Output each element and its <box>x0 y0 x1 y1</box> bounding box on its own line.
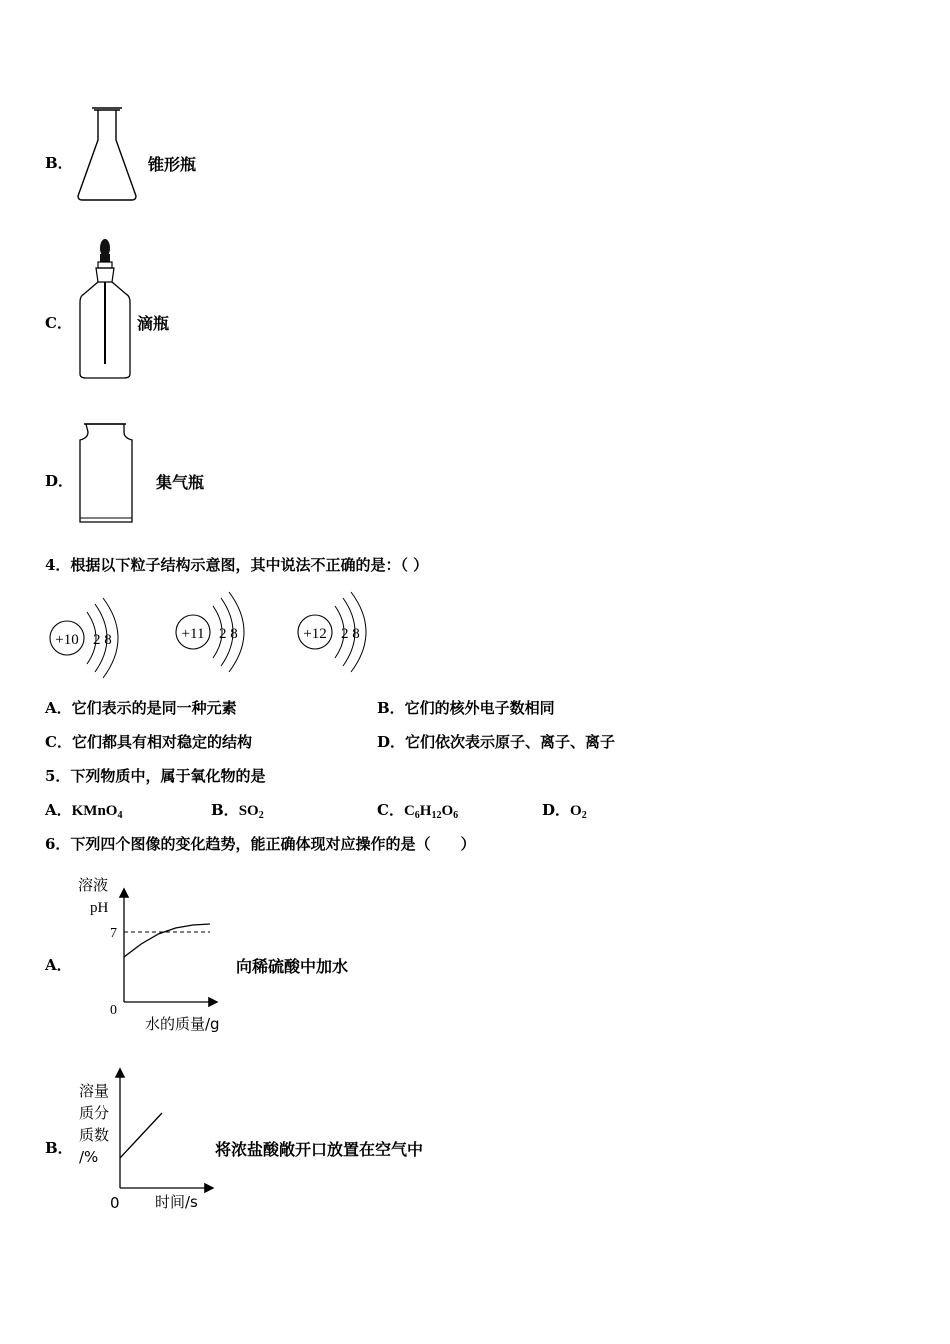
q5-option-c-letter: C． <box>377 801 404 819</box>
graph-a-ylabel-2: pH <box>90 900 109 916</box>
option-d-name: 集气瓶 <box>156 473 205 492</box>
q6-option-a-caption: 向稀硫酸中加水 <box>236 957 349 976</box>
particle-3-shells: 2 8 <box>341 626 360 642</box>
particle-sodium <box>176 592 244 672</box>
conical-flask-drawing <box>74 106 140 204</box>
q5-option-b-formula: $SO_2$ <box>238 803 264 821</box>
q6-option-b-letter[interactable]: B． <box>45 1139 73 1157</box>
particle-diagrams <box>45 590 375 682</box>
q5-option-d-formula: $O_2$ <box>570 803 587 821</box>
graph-a-curve <box>124 924 210 957</box>
graph-a <box>70 872 240 1032</box>
graph-a-ylabel-1: 溶液 <box>78 878 109 894</box>
q6-option-b-caption: 将浓盐酸敞开口放置在空气中 <box>215 1140 424 1159</box>
particle-1-nucleus: +10 <box>55 632 79 648</box>
q5-option-a[interactable] <box>45 799 122 821</box>
q5-option-c-formula: $C_6H_{12}O_6$ <box>403 803 459 821</box>
q5-option-a-formula: KMnO$_4$ <box>71 803 123 821</box>
graph-b-xlabel: 时间/s <box>155 1193 198 1211</box>
option-b-name: 锥形瓶 <box>148 155 197 174</box>
q4-option-b[interactable]: B．它们的核外电子数相同 <box>377 699 555 717</box>
q5-option-b[interactable] <box>211 799 264 821</box>
graph-b-ylabel-2: 质分 <box>79 1104 110 1122</box>
graph-a-tick-7: 7 <box>110 926 117 941</box>
graph-b <box>104 1066 224 1196</box>
q6-option-a-letter[interactable]: A． <box>45 956 72 974</box>
option-c-letter: C． <box>45 314 72 332</box>
graph-b-origin: 0 <box>110 1194 120 1212</box>
q5-stem: 5．下列物质中，属于氧化物的是 <box>45 767 266 785</box>
particle-magnesium <box>298 592 366 672</box>
q4-stem: 4．根据以下粒子结构示意图，其中说法不正确的是：（ ） <box>45 556 429 574</box>
q4-option-a[interactable]: A．它们表示的是同一种元素 <box>45 699 237 717</box>
gas-jar-drawing <box>76 420 136 526</box>
particle-2-nucleus: +11 <box>181 626 205 642</box>
q5-option-b-letter: B． <box>211 801 239 819</box>
particle-neon <box>50 598 118 678</box>
graph-b-ylabel-3: 质数 <box>79 1126 110 1144</box>
graph-a-xlabel: 水的质量/g <box>145 1015 220 1033</box>
graph-b-ylabel-1: 溶量 <box>79 1082 110 1100</box>
particle-1-shells: 2 8 <box>93 632 112 648</box>
q5-option-c[interactable] <box>377 799 458 821</box>
dropper-bottle-drawing <box>76 236 134 382</box>
q4-option-d[interactable]: D．它们依次表示原子、离子、离子 <box>377 733 616 751</box>
particle-2-shells: 2 8 <box>219 626 238 642</box>
option-d-letter: D． <box>45 472 74 490</box>
q5-option-d[interactable] <box>542 799 587 821</box>
graph-a-origin: 0 <box>110 1003 117 1018</box>
q5-option-a-letter: A． <box>45 801 72 819</box>
q6-stem: 6．下列四个图像的变化趋势，能正确体现对应操作的是（ ） <box>45 835 476 853</box>
particle-3-nucleus: +12 <box>303 626 327 642</box>
option-c-name: 滴瓶 <box>137 314 170 333</box>
graph-b-ylabel-4: /% <box>79 1148 99 1166</box>
q4-option-c[interactable]: C．它们都具有相对稳定的结构 <box>45 733 252 751</box>
graph-b-line <box>120 1113 162 1158</box>
q5-option-d-letter: D． <box>542 801 571 819</box>
option-b-letter: B． <box>45 154 73 172</box>
